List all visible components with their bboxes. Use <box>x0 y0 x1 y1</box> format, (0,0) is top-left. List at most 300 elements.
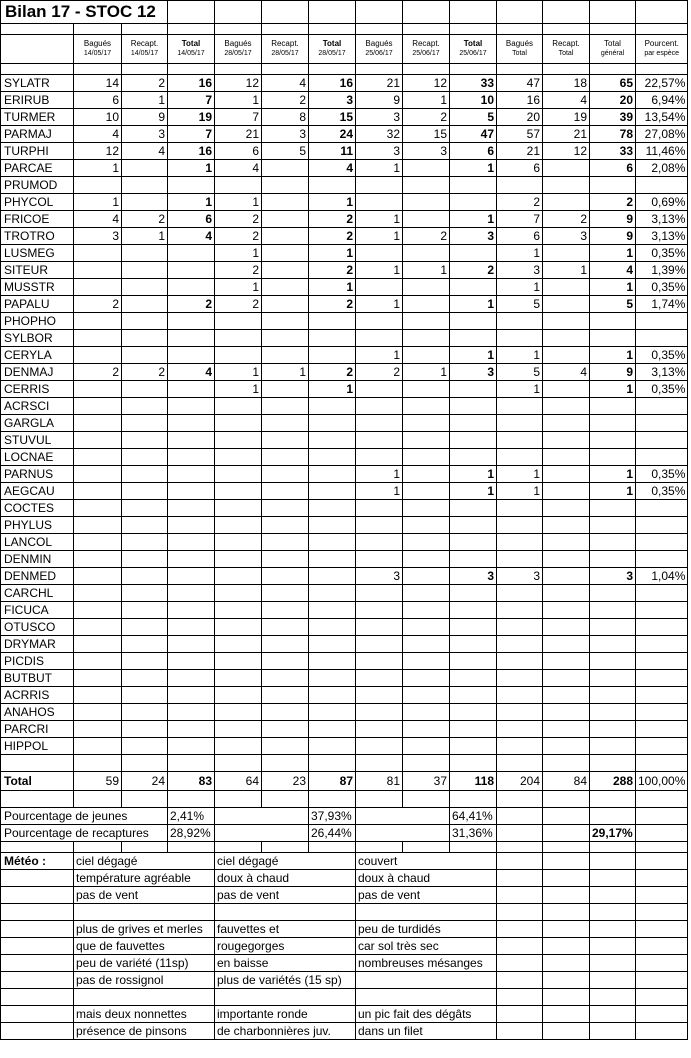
empty-cell <box>122 791 168 808</box>
species-value: 16 <box>309 75 356 92</box>
species-value <box>74 704 122 721</box>
total-value: 64 <box>215 772 262 791</box>
column-header-line2: 28/05/17 <box>318 50 346 57</box>
meteo-label <box>1 989 74 1006</box>
species-code: ANAHOS <box>1 704 74 721</box>
species-value: 1 <box>356 211 403 228</box>
meteo-note: pas de vent <box>215 887 356 904</box>
species-value <box>543 517 590 534</box>
species-value: 6 <box>497 160 543 177</box>
species-value <box>450 500 497 517</box>
species-row <box>1 619 688 636</box>
species-value: 2 <box>309 262 356 279</box>
empty-cell <box>497 1 543 24</box>
species-row <box>1 551 688 568</box>
species-row <box>1 92 688 109</box>
species-value: 1 <box>590 245 636 262</box>
species-value <box>262 245 309 262</box>
species-value <box>356 551 403 568</box>
species-value <box>403 347 450 364</box>
species-value: 47 <box>497 75 543 92</box>
species-value <box>543 279 590 296</box>
meteo-row <box>1 870 688 887</box>
species-value <box>543 415 590 432</box>
empty-cell <box>356 1 403 24</box>
species-value <box>74 381 122 398</box>
species-value <box>262 177 309 194</box>
column-header-line2: 25/06/17 <box>412 50 440 57</box>
species-value <box>403 653 450 670</box>
species-value: 1 <box>450 483 497 500</box>
species-value <box>122 738 168 755</box>
species-value: 3 <box>356 568 403 585</box>
species-value: 4 <box>168 364 215 381</box>
meteo-note: dans un filet <box>356 1023 497 1040</box>
meteo-note <box>215 989 356 1006</box>
species-value <box>497 500 543 517</box>
meteo-note: peu de turdidés <box>356 921 497 938</box>
species-value: 9 <box>590 364 636 381</box>
species-value <box>122 398 168 415</box>
species-value <box>122 347 168 364</box>
total-value: 288 <box>590 772 636 791</box>
species-value: 2,08% <box>636 160 688 177</box>
species-value: 2 <box>215 228 262 245</box>
species-value <box>403 279 450 296</box>
species-value: 16 <box>497 92 543 109</box>
species-value: 16 <box>168 143 215 160</box>
species-value: 10 <box>74 109 122 126</box>
species-value <box>168 483 215 500</box>
column-header <box>215 35 262 64</box>
empty-cell <box>590 808 636 825</box>
species-row <box>1 653 688 670</box>
species-value: 3 <box>309 92 356 109</box>
species-row <box>1 602 688 619</box>
species-value <box>497 330 543 347</box>
species-value <box>543 551 590 568</box>
species-row <box>1 126 688 143</box>
species-value <box>403 670 450 687</box>
empty-cell <box>636 955 688 972</box>
meteo-note: pas de vent <box>74 887 215 904</box>
species-value <box>497 585 543 602</box>
meteo-note: pas de rossignol <box>74 972 215 989</box>
species-value <box>636 177 688 194</box>
empty-cell <box>309 64 356 75</box>
species-value <box>356 670 403 687</box>
species-value <box>450 534 497 551</box>
empty-cell <box>636 989 688 1006</box>
species-value <box>122 330 168 347</box>
species-value: 3,13% <box>636 364 688 381</box>
species-value <box>403 330 450 347</box>
species-value <box>403 687 450 704</box>
species-value <box>309 177 356 194</box>
species-value: 6 <box>168 211 215 228</box>
empty-cell <box>450 24 497 35</box>
species-value <box>636 602 688 619</box>
species-value <box>168 262 215 279</box>
species-value: 0,35% <box>636 483 688 500</box>
species-value <box>262 228 309 245</box>
empty-cell <box>543 938 590 955</box>
species-value <box>74 466 122 483</box>
empty-cell <box>590 755 636 772</box>
empty-cell <box>215 755 262 772</box>
empty-cell <box>497 1006 543 1023</box>
empty-cell <box>74 842 122 853</box>
species-value <box>262 262 309 279</box>
species-value: 14 <box>74 75 122 92</box>
species-value <box>168 670 215 687</box>
empty-cell <box>590 64 636 75</box>
species-value <box>262 211 309 228</box>
species-value <box>497 551 543 568</box>
species-row <box>1 313 688 330</box>
species-value: 4 <box>262 75 309 92</box>
species-value: 1 <box>215 279 262 296</box>
species-code: DENMED <box>1 568 74 585</box>
empty-cell <box>1 35 74 64</box>
column-header-line2: 28/05/17 <box>271 50 299 57</box>
species-value: 6,94% <box>636 92 688 109</box>
species-value <box>309 432 356 449</box>
species-value <box>497 398 543 415</box>
species-value <box>497 602 543 619</box>
empty-cell <box>450 755 497 772</box>
species-value <box>543 568 590 585</box>
meteo-label: Météo : <box>1 853 74 870</box>
species-value <box>403 449 450 466</box>
empty-cell <box>122 842 168 853</box>
column-header <box>309 35 356 64</box>
species-value: 4 <box>543 92 590 109</box>
species-value <box>356 602 403 619</box>
empty-cell <box>74 755 122 772</box>
species-value: 2 <box>403 109 450 126</box>
species-value: 18 <box>543 75 590 92</box>
species-code: HIPPOL <box>1 738 74 755</box>
species-value <box>215 602 262 619</box>
species-value <box>215 738 262 755</box>
species-value <box>403 483 450 500</box>
species-value <box>262 381 309 398</box>
species-value <box>497 313 543 330</box>
species-value <box>74 500 122 517</box>
species-value: 1 <box>497 381 543 398</box>
empty-cell <box>543 921 590 938</box>
species-value: 0,35% <box>636 466 688 483</box>
species-value <box>168 381 215 398</box>
species-value: 1 <box>215 194 262 211</box>
species-value: 1 <box>590 381 636 398</box>
empty-cell <box>590 989 636 1006</box>
column-header-line1: Recapt. <box>271 39 299 48</box>
empty-cell <box>543 825 590 842</box>
empty-cell <box>543 24 590 35</box>
species-value <box>590 551 636 568</box>
empty-cell <box>590 1 636 24</box>
species-value <box>309 551 356 568</box>
meteo-note: nombreuses mésanges <box>356 955 497 972</box>
species-value: 9 <box>122 109 168 126</box>
species-value <box>74 415 122 432</box>
species-value <box>497 670 543 687</box>
species-value: 2 <box>215 296 262 313</box>
species-row <box>1 296 688 313</box>
empty-cell <box>497 24 543 35</box>
species-value <box>450 245 497 262</box>
species-row <box>1 279 688 296</box>
species-value <box>636 721 688 738</box>
empty-cell <box>543 64 590 75</box>
species-value: 32 <box>356 126 403 143</box>
empty-cell <box>1 842 74 853</box>
species-value <box>497 449 543 466</box>
empty-cell <box>356 808 450 825</box>
total-value: 23 <box>262 772 309 791</box>
species-value: 4 <box>590 262 636 279</box>
empty-cell <box>1 24 74 35</box>
species-value <box>168 687 215 704</box>
species-row <box>1 466 688 483</box>
pct-recap-1: 28,92% <box>168 825 215 842</box>
species-value <box>636 398 688 415</box>
species-value <box>590 738 636 755</box>
species-value <box>636 500 688 517</box>
species-value <box>497 653 543 670</box>
species-value <box>309 721 356 738</box>
empty-cell <box>543 1 590 24</box>
empty-cell <box>168 791 215 808</box>
pct-jeunes-2: 37,93% <box>309 808 356 825</box>
total-value: 59 <box>74 772 122 791</box>
empty-cell <box>122 755 168 772</box>
empty-cell <box>543 989 590 1006</box>
empty-cell <box>636 791 688 808</box>
species-value <box>356 704 403 721</box>
column-header-line2: 14/05/17 <box>177 50 205 57</box>
species-value <box>262 160 309 177</box>
species-row <box>1 687 688 704</box>
species-value <box>122 160 168 177</box>
species-value <box>74 347 122 364</box>
species-value <box>450 381 497 398</box>
species-value: 3 <box>262 126 309 143</box>
species-value <box>356 245 403 262</box>
empty-cell <box>403 755 450 772</box>
column-header-line2: 25/06/17 <box>365 50 393 57</box>
species-value <box>215 670 262 687</box>
species-row <box>1 432 688 449</box>
species-value <box>122 568 168 585</box>
empty-cell <box>403 64 450 75</box>
species-value <box>403 602 450 619</box>
meteo-note: ciel dégagé <box>74 853 215 870</box>
column-header-line2: 14/05/17 <box>83 50 112 57</box>
species-value <box>168 619 215 636</box>
species-value <box>74 262 122 279</box>
species-value <box>262 330 309 347</box>
species-value: 19 <box>543 109 590 126</box>
species-row <box>1 245 688 262</box>
column-header-line1: Bagués <box>505 39 534 48</box>
species-value: 3 <box>74 228 122 245</box>
meteo-note: un pic fait des dégâts <box>356 1006 497 1023</box>
pct-recap-3: 31,36% <box>450 825 497 842</box>
species-value: 2 <box>309 228 356 245</box>
species-value <box>356 313 403 330</box>
empty-cell <box>636 808 688 825</box>
species-value <box>636 449 688 466</box>
species-value <box>450 432 497 449</box>
species-value <box>590 330 636 347</box>
species-value: 1 <box>309 194 356 211</box>
species-value: 4 <box>215 160 262 177</box>
meteo-note <box>356 904 497 921</box>
species-value: 1 <box>450 160 497 177</box>
total-value: 81 <box>356 772 403 791</box>
species-value <box>403 721 450 738</box>
species-row <box>1 364 688 381</box>
species-value <box>262 194 309 211</box>
species-value <box>356 449 403 466</box>
species-value <box>122 585 168 602</box>
species-value <box>543 381 590 398</box>
species-value: 57 <box>497 126 543 143</box>
meteo-note: couvert <box>356 853 497 870</box>
species-value: 19 <box>168 109 215 126</box>
species-value: 4 <box>168 228 215 245</box>
empty-cell <box>497 755 543 772</box>
species-value <box>215 636 262 653</box>
species-value <box>262 534 309 551</box>
species-value <box>122 602 168 619</box>
meteo-label <box>1 972 74 989</box>
species-value <box>497 721 543 738</box>
empty-cell <box>636 24 688 35</box>
species-value <box>590 449 636 466</box>
empty-cell <box>215 24 262 35</box>
empty-cell <box>636 853 688 870</box>
species-value <box>215 534 262 551</box>
meteo-row <box>1 955 688 972</box>
empty-cell <box>543 791 590 808</box>
meteo-row <box>1 938 688 955</box>
species-value <box>403 619 450 636</box>
species-value: 0,35% <box>636 245 688 262</box>
species-value <box>590 670 636 687</box>
species-value <box>590 619 636 636</box>
species-value <box>497 432 543 449</box>
total-value: 204 <box>497 772 543 791</box>
species-value <box>450 330 497 347</box>
species-value <box>122 177 168 194</box>
species-row <box>1 721 688 738</box>
species-value <box>309 585 356 602</box>
species-value <box>403 415 450 432</box>
species-value <box>450 313 497 330</box>
species-value: 12 <box>74 143 122 160</box>
species-value <box>122 517 168 534</box>
species-value <box>356 415 403 432</box>
species-value <box>356 398 403 415</box>
species-value <box>262 347 309 364</box>
species-value <box>450 177 497 194</box>
empty-cell <box>543 808 590 825</box>
species-value: 21 <box>215 126 262 143</box>
species-value: 33 <box>450 75 497 92</box>
meteo-note: que de fauvettes <box>74 938 215 955</box>
species-value: 4 <box>74 126 122 143</box>
species-value <box>74 534 122 551</box>
species-value: 5 <box>262 143 309 160</box>
empty-cell <box>74 791 122 808</box>
species-value: 27,08% <box>636 126 688 143</box>
column-header-row <box>1 35 688 64</box>
species-value <box>122 653 168 670</box>
species-value <box>356 721 403 738</box>
species-value <box>356 381 403 398</box>
species-value: 1 <box>497 483 543 500</box>
species-value: 1 <box>168 160 215 177</box>
empty-cell <box>543 1006 590 1023</box>
column-header-line2: général <box>600 50 625 57</box>
species-value <box>590 704 636 721</box>
column-header-line2: par espèce <box>644 50 679 57</box>
species-value: 1 <box>590 279 636 296</box>
species-row <box>1 534 688 551</box>
species-value <box>168 721 215 738</box>
species-value: 1 <box>74 160 122 177</box>
total-label: Total <box>1 772 74 791</box>
species-value <box>215 483 262 500</box>
empty-cell <box>543 972 590 989</box>
species-value: 6 <box>497 228 543 245</box>
column-header-line2: 25/06/17 <box>459 50 487 57</box>
species-value <box>122 262 168 279</box>
species-value <box>74 619 122 636</box>
species-value: 3 <box>543 228 590 245</box>
empty-cell <box>403 1 450 24</box>
species-value <box>450 602 497 619</box>
species-value <box>450 398 497 415</box>
pct-recap-2: 26,44% <box>309 825 356 842</box>
species-value <box>74 483 122 500</box>
meteo-row <box>1 904 688 921</box>
species-value: 1 <box>215 381 262 398</box>
column-header-line2: Total <box>558 50 574 57</box>
species-value <box>262 619 309 636</box>
species-value: 2 <box>403 228 450 245</box>
total-value: 118 <box>450 772 497 791</box>
species-value <box>309 602 356 619</box>
species-value <box>590 687 636 704</box>
empty-cell <box>636 825 688 842</box>
species-value: 24 <box>309 126 356 143</box>
species-row <box>1 211 688 228</box>
empty-cell <box>497 955 543 972</box>
empty-cell <box>168 842 215 853</box>
species-value <box>309 568 356 585</box>
species-value: 3,13% <box>636 211 688 228</box>
column-header <box>450 35 497 64</box>
species-value: 1 <box>122 92 168 109</box>
empty-cell <box>168 24 215 35</box>
total-value: 87 <box>309 772 356 791</box>
species-value <box>74 177 122 194</box>
